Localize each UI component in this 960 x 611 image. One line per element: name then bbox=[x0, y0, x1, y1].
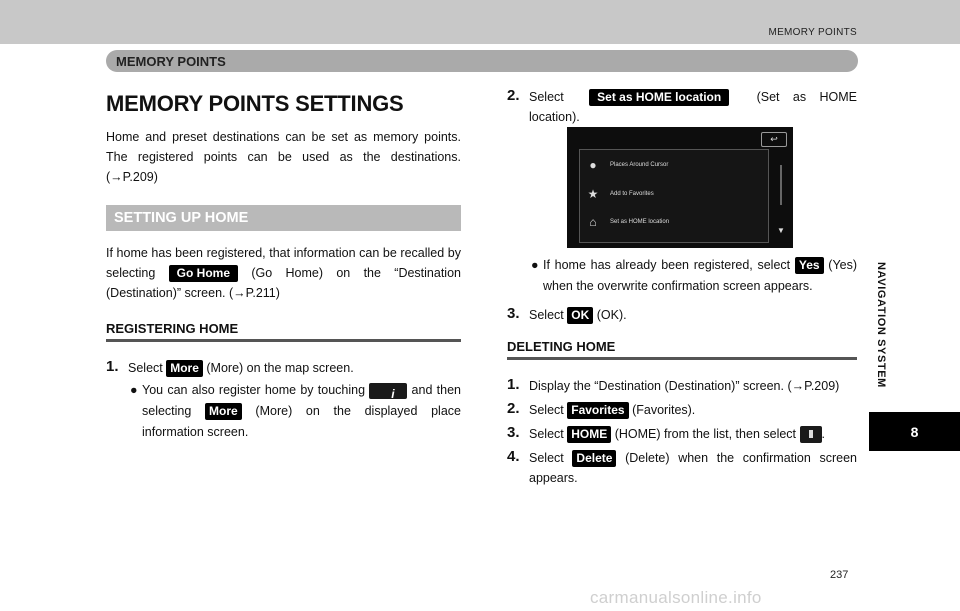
home-button[interactable]: HOME bbox=[567, 426, 611, 443]
register-step-1 bbox=[106, 358, 461, 378]
step-number: 2. bbox=[507, 87, 520, 104]
intro-paragraph: Home and preset destinations can be set as memory points. The registered points can be used as the destinations. (→P.209) bbox=[106, 130, 461, 184]
step-number: 3. bbox=[507, 424, 520, 441]
step-text-pre: Select bbox=[529, 403, 564, 417]
side-tab-label: NAVIGATION SYSTEM bbox=[875, 262, 887, 388]
page-header-bar bbox=[0, 0, 960, 44]
menu-item-label: Set as HOME location bbox=[610, 219, 670, 225]
setting-up-home-paragraph bbox=[106, 243, 461, 303]
more-button[interactable]: More bbox=[166, 360, 203, 377]
para-text-post: (Go Home) on the “Destination (Destination)” screen. (→P.211) bbox=[106, 266, 461, 300]
register-step-3 bbox=[507, 305, 857, 325]
step-text-post: (More) on the map screen. bbox=[206, 361, 354, 375]
go-home-button[interactable]: Go Home bbox=[169, 265, 238, 282]
delete-step-1 bbox=[507, 376, 857, 396]
section-bar-label: MEMORY POINTS bbox=[116, 54, 226, 69]
page-number: 237 bbox=[830, 569, 849, 581]
watermark: carmanualsonline.info bbox=[590, 588, 762, 607]
section-bar bbox=[106, 50, 858, 72]
right-column-lower bbox=[507, 255, 857, 490]
menu-item-add-to-favorites[interactable] bbox=[586, 183, 654, 205]
register-step-2 bbox=[507, 87, 857, 127]
lightbulb-icon: ● bbox=[589, 158, 597, 172]
delete-step-4 bbox=[507, 448, 857, 488]
scroll-down-arrow-icon[interactable]: ▼ bbox=[777, 226, 785, 235]
running-title: MEMORY POINTS bbox=[768, 27, 857, 38]
back-button[interactable]: ↩ bbox=[761, 132, 787, 147]
step-text-post: (Set as HOME location). bbox=[529, 90, 858, 124]
step-text-post: . bbox=[821, 427, 825, 441]
trash-icon[interactable] bbox=[800, 426, 822, 443]
favorites-button[interactable]: Favorites bbox=[567, 402, 628, 419]
step-number: 1. bbox=[106, 358, 119, 375]
right-column bbox=[507, 85, 857, 129]
overwrite-bullet bbox=[507, 255, 857, 297]
delete-step-2 bbox=[507, 400, 857, 420]
step-text: Display the “Destination (Destination)” screen. (→P.209) bbox=[529, 379, 840, 393]
menu-item-places-around-cursor[interactable] bbox=[586, 154, 668, 176]
step-number: 4. bbox=[507, 448, 520, 465]
chapter-number-tab: 8 bbox=[869, 412, 960, 451]
bullet-dot: ● bbox=[130, 383, 138, 397]
bullet-dot: ● bbox=[531, 258, 539, 272]
step-text-post: (Delete) when the confirmation screen appears. bbox=[529, 451, 857, 485]
register-bullet bbox=[106, 380, 461, 443]
bullet-text-post: (More) on the displayed place information screen. bbox=[142, 404, 461, 439]
ok-button[interactable]: OK bbox=[567, 307, 593, 324]
step-number: 3. bbox=[507, 305, 520, 322]
bullet-text-pre: You can also register home by touching bbox=[142, 383, 366, 397]
step-text-pre: Select bbox=[529, 451, 564, 465]
yes-button[interactable]: Yes bbox=[795, 257, 824, 274]
set-as-home-location-button[interactable]: Set as HOME location bbox=[589, 89, 729, 106]
step-text-post: (Favorites). bbox=[632, 403, 696, 417]
place-menu-list bbox=[579, 149, 769, 243]
step-text-pre: Select bbox=[128, 361, 163, 375]
info-icon-button[interactable] bbox=[369, 383, 407, 399]
setting-up-home-heading bbox=[106, 205, 461, 231]
bullet-text-pre: If home has already been registered, select bbox=[543, 258, 791, 272]
star-icon: ★ bbox=[587, 187, 599, 201]
menu-item-label: Places Around Cursor bbox=[610, 162, 669, 168]
more-button-2[interactable]: More bbox=[205, 403, 242, 420]
bullet-text-post: (Yes) when the overwrite confirmation screen appears. bbox=[543, 258, 857, 293]
left-column bbox=[106, 85, 461, 443]
registering-home-heading: REGISTERING HOME bbox=[106, 321, 461, 342]
info-icon: i bbox=[391, 386, 395, 401]
menu-item-label: Add to Favorites bbox=[610, 191, 654, 197]
step-text-mid: (HOME) from the list, then select bbox=[614, 427, 797, 441]
step-text-post: (OK). bbox=[596, 308, 627, 322]
page-title: MEMORY POINTS SETTINGS bbox=[106, 91, 404, 116]
delete-button[interactable]: Delete bbox=[572, 450, 616, 467]
para-text-pre: If home has been registered, that information can be recalled by selecting bbox=[106, 246, 461, 280]
setting-up-home-heading-text: SETTING UP HOME bbox=[114, 210, 249, 226]
scrollbar[interactable] bbox=[777, 155, 785, 235]
step-text-pre: Select bbox=[529, 308, 564, 322]
step-text-pre: Select bbox=[529, 90, 564, 104]
bullet-text-mid: and then selecting bbox=[142, 383, 461, 418]
step-text-pre: Select bbox=[529, 427, 564, 441]
delete-step-3 bbox=[507, 424, 857, 444]
home-icon: ⌂ bbox=[589, 215, 597, 229]
menu-item-set-as-home-location[interactable] bbox=[586, 211, 669, 233]
scroll-thumb[interactable] bbox=[780, 165, 782, 205]
device-screenshot bbox=[567, 127, 793, 248]
step-number: 1. bbox=[507, 376, 520, 393]
deleting-home-heading: DELETING HOME bbox=[507, 339, 857, 360]
step-number: 2. bbox=[507, 400, 520, 417]
